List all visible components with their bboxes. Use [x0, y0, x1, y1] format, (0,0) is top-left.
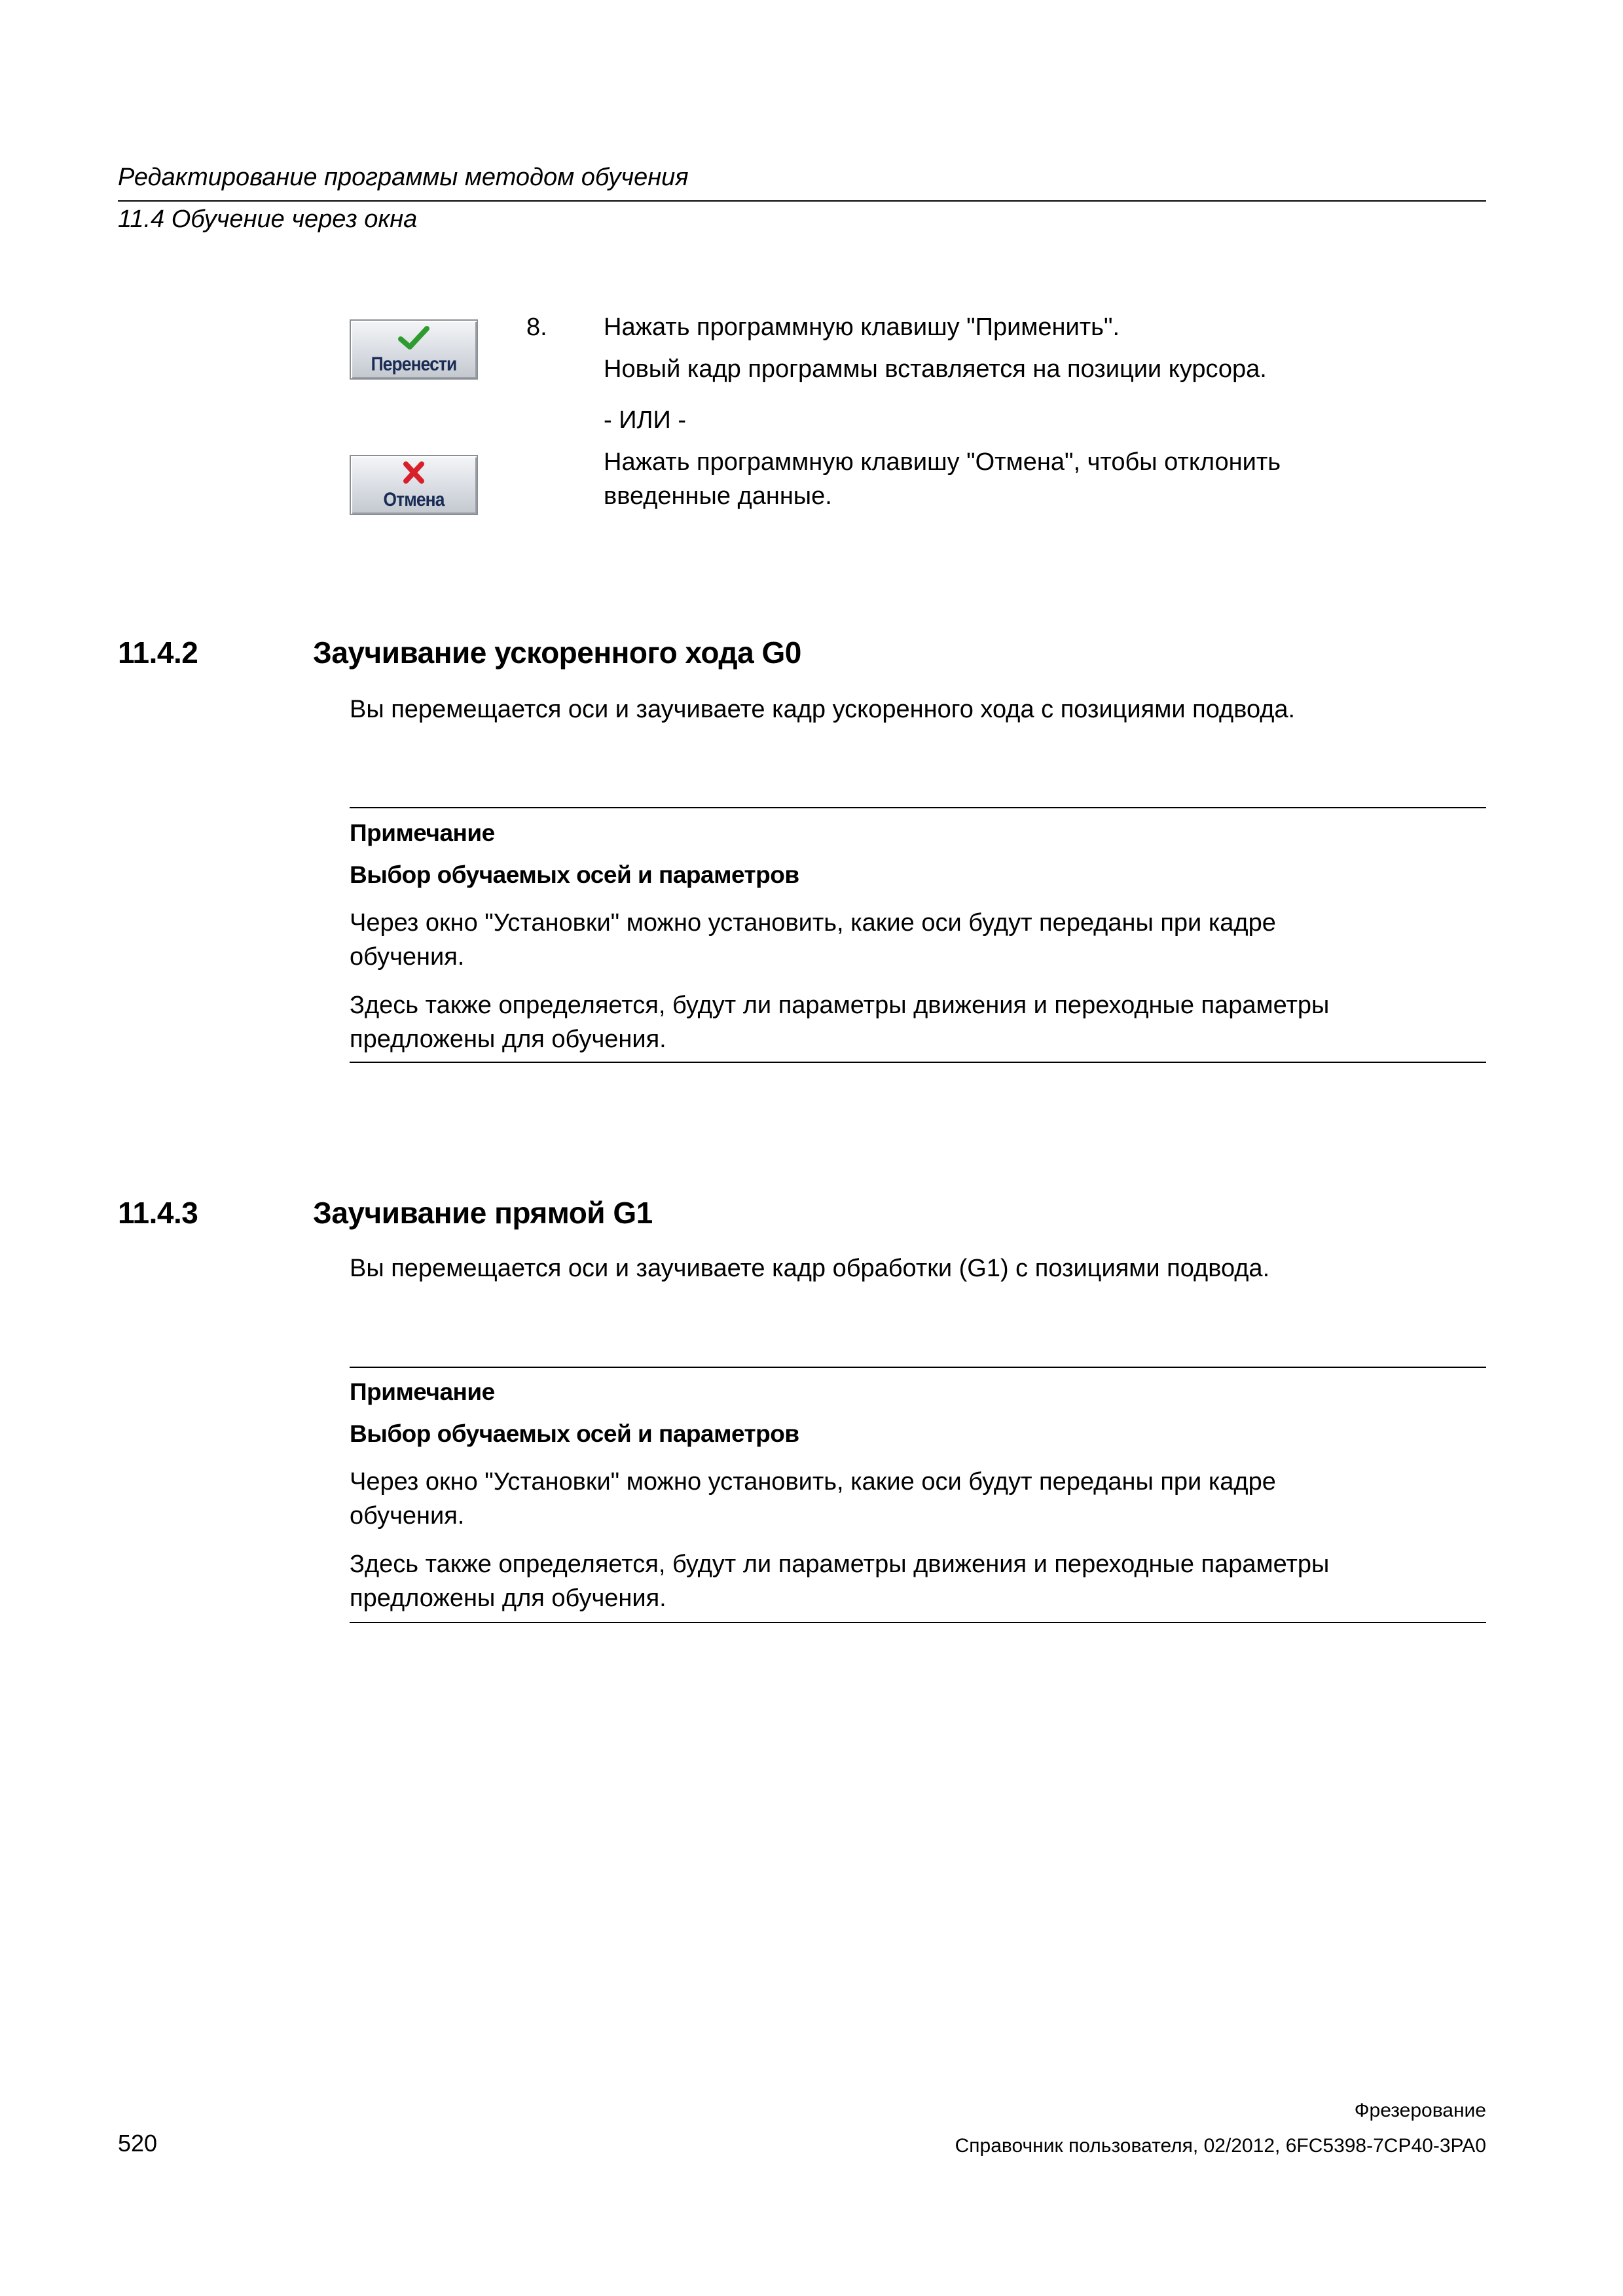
section-title-g0: Заучивание ускоренного хода G0 [313, 636, 801, 670]
note-p2-l2-g0: предложены для обучения. [350, 1026, 666, 1053]
note-p1-l2-g1: обучения. [350, 1502, 465, 1530]
section-text-g0: Вы перемещается оси и заучиваете кадр ускоренного хода с позициями подвода. [350, 696, 1296, 723]
apply-softkey-button[interactable] [350, 319, 478, 380]
close-icon [351, 460, 477, 486]
section-title-g1: Заучивание прямой G1 [313, 1196, 653, 1230]
note-p1-l2-g0: обучения. [350, 943, 465, 971]
page-number: 520 [118, 2130, 158, 2157]
running-header-chapter: Редактирование программы методом обучения [118, 164, 689, 191]
cancel-softkey-label: Отмена [383, 489, 445, 511]
note-p1-l1-g0: Через окно "Установки" можно установить, какие оси будут переданы при кадре [350, 909, 1276, 937]
section-text-g1: Вы перемещается оси и заучиваете кадр обработки (G1) с позициями подвода. [350, 1255, 1270, 1282]
note-top-rule-g1 [350, 1367, 1486, 1368]
note-title-g1: Выбор обучаемых осей и параметров [350, 1420, 799, 1447]
note-p2-l1-g0: Здесь также определяется, будут ли параметры движения и переходные параметры [350, 992, 1330, 1019]
note-bottom-rule-g1 [350, 1622, 1486, 1623]
note-title-g0: Выбор обучаемых осей и параметров [350, 861, 799, 888]
step-line-cancel: Нажать программную клавишу "Отмена", чтобы отклонить [604, 448, 1281, 476]
section-number-g0: 11.4.2 [118, 636, 198, 670]
running-header-section: 11.4 Обучение через окна [118, 206, 418, 233]
section-number-g1: 11.4.3 [118, 1196, 198, 1230]
note-top-rule-g0 [350, 807, 1486, 808]
apply-softkey-label: Перенести [371, 353, 457, 375]
note-label-g1: Примечание [350, 1378, 495, 1405]
note-bottom-rule-g0 [350, 1062, 1486, 1063]
note-p2-l2-g1: предложены для обучения. [350, 1585, 666, 1612]
footer-manual-name: Фрезерование [1354, 2100, 1486, 2121]
step-or: - ИЛИ - [604, 406, 686, 434]
step-line-apply: Нажать программную клавишу "Применить". [604, 314, 1120, 341]
footer-manual-info: Справочник пользователя, 02/2012, 6FC5398-7CP40-3PA0 [955, 2135, 1486, 2157]
step-line-result: Новый кадр программы вставляется на позиции курсора. [604, 355, 1267, 383]
check-icon [351, 325, 477, 351]
step-line-cancel-cont: введенные данные. [604, 482, 832, 510]
cancel-softkey-button[interactable] [350, 455, 478, 515]
note-p2-l1-g1: Здесь также определяется, будут ли параметры движения и переходные параметры [350, 1551, 1330, 1578]
header-rule [118, 200, 1486, 202]
note-p1-l1-g1: Через окно "Установки" можно установить, какие оси будут переданы при кадре [350, 1468, 1276, 1496]
step-number: 8. [526, 314, 547, 341]
note-label-g0: Примечание [350, 819, 495, 846]
